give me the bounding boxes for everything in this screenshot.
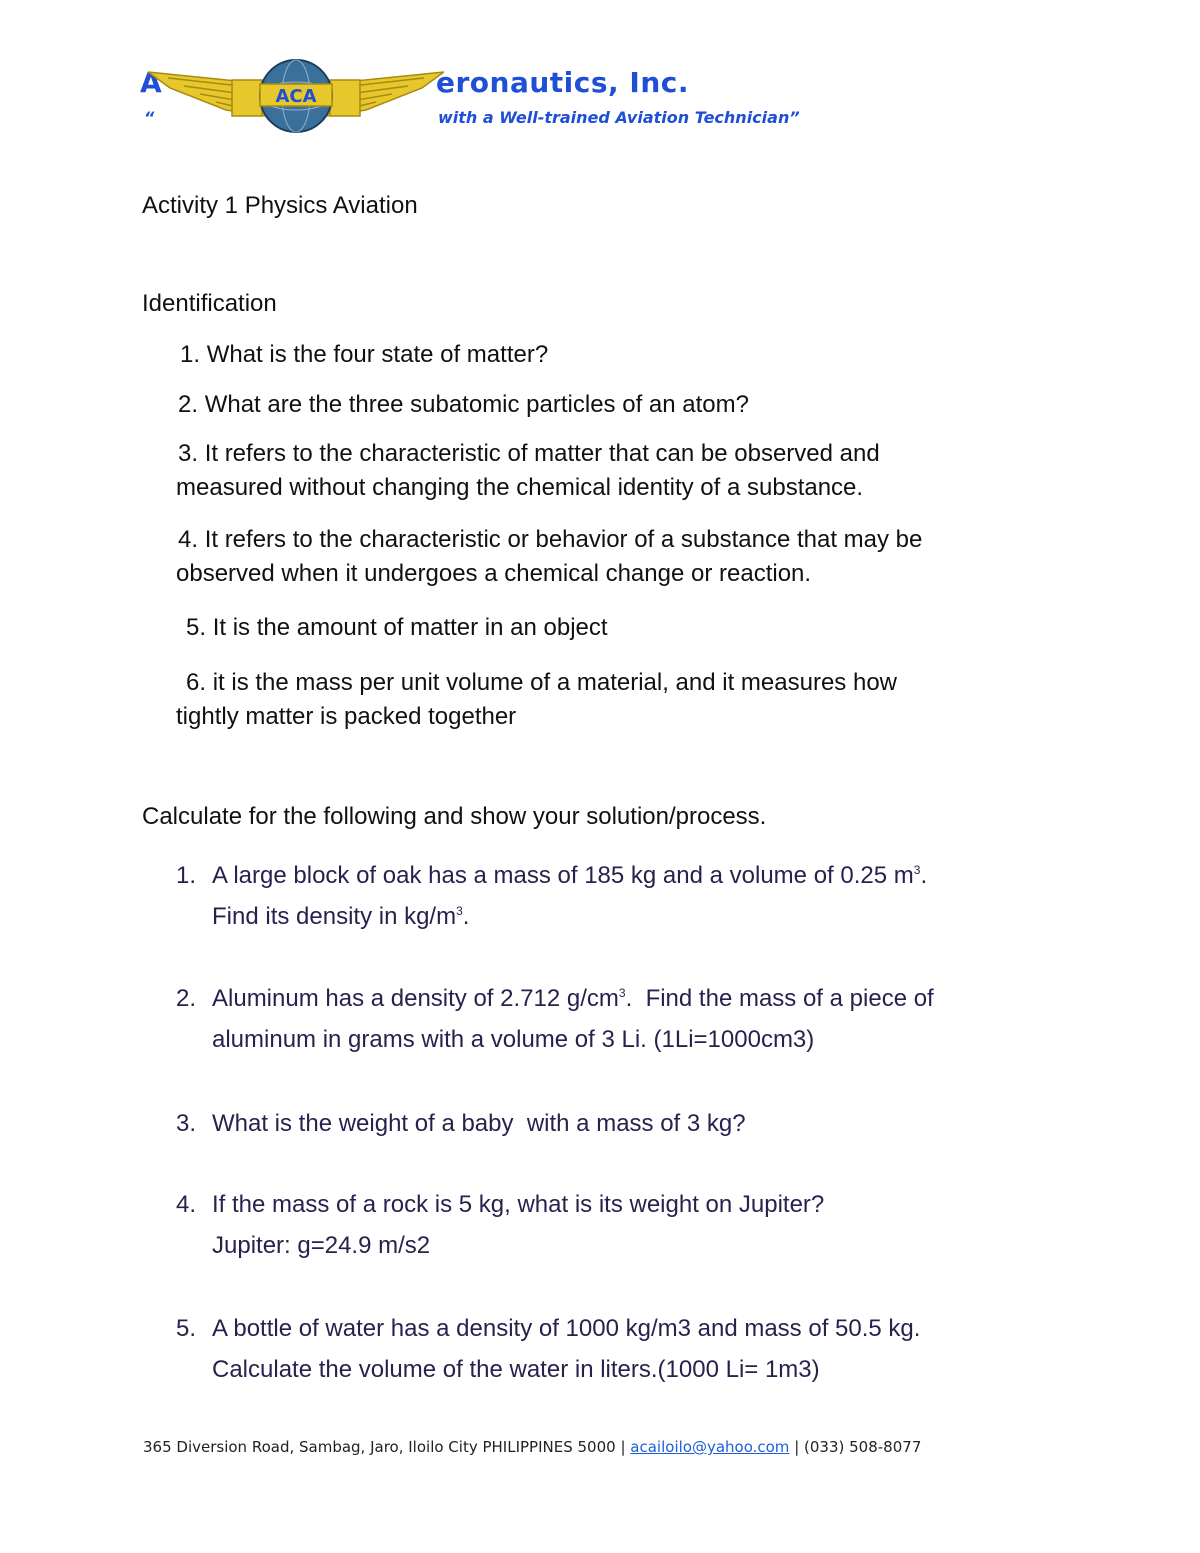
identification-item-6-cont: tightly matter is packed together <box>176 703 517 730</box>
item-number: 4. <box>176 1191 197 1218</box>
company-tagline-text: with a Well-trained Aviation Technician” <box>438 108 800 127</box>
superscript: 3 <box>913 863 921 877</box>
item-number: 3. <box>178 440 199 467</box>
calc-item-2-line2: aluminum in grams with a volume of 3 Li. (1Li=1000cm3) <box>212 1026 815 1053</box>
company-tagline <box>144 108 800 127</box>
identification-item-3-cont: measured without changing the chemical identity of a substance. <box>176 474 864 501</box>
calc-item-4-line1: If the mass of a rock is 5 kg, what is its weight on Jupiter? <box>212 1191 825 1218</box>
calc-item-5 <box>176 1312 196 1346</box>
company-name-fragment: A <box>140 66 163 99</box>
identification-item-2 <box>178 388 749 422</box>
item-number: 1. <box>176 862 197 889</box>
calc-item-1-line1 <box>212 859 927 893</box>
aca-logo <box>148 58 444 134</box>
item-number: 4. <box>178 526 199 553</box>
identification-item-4-cont: observed when it undergoes a chemical change or reaction. <box>176 560 812 587</box>
identification-item-3 <box>178 437 880 471</box>
logo-text: ACA <box>275 86 317 107</box>
item-number: 2. <box>176 985 197 1012</box>
footer-email-link[interactable]: acailoilo@yahoo.com <box>630 1438 790 1456</box>
footer <box>143 1438 921 1456</box>
left-wing-icon <box>148 72 266 116</box>
calculate-heading: Calculate for the following and show your solution/process. <box>142 803 767 830</box>
calc-item-2-line1 <box>212 982 934 1016</box>
text-part: . Find the mass of a piece of <box>625 985 934 1012</box>
item-number: 5. <box>176 1315 197 1342</box>
calc-item-4-line2: Jupiter: g=24.9 m/s2 <box>212 1232 431 1259</box>
item-text: It refers to the characteristic or behavior of a substance that may be <box>204 526 923 553</box>
calc-item-5-line1: A bottle of water has a density of 1000 kg/m3 and mass of 50.5 kg. <box>212 1315 921 1342</box>
item-text: It refers to the characteristic of matter that can be observed and <box>204 440 880 467</box>
calc-item-3-line1: What is the weight of a baby with a mass of 3 kg? <box>212 1110 746 1137</box>
document-title: Activity 1 Physics Aviation <box>142 192 418 219</box>
footer-phone: | (033) 508-8077 <box>794 1438 922 1456</box>
item-number: 2. <box>178 391 199 418</box>
calc-item-5-line2: Calculate the volume of the water in liters.(1000 Li= 1m3) <box>212 1356 820 1383</box>
superscript: 3 <box>456 904 463 918</box>
footer-address: 365 Diversion Road, Sambag, Jaro, Iloilo City PHILIPPINES 5000 | <box>143 1438 626 1456</box>
item-text: It is the amount of matter in an object <box>212 614 608 641</box>
calc-item-2 <box>176 982 196 1016</box>
superscript: 3 <box>618 986 626 1000</box>
calc-item-1 <box>176 859 196 893</box>
item-number: 3. <box>176 1110 197 1137</box>
item-number: 1. <box>180 341 201 368</box>
text-part: Find its density in kg/m <box>212 903 457 930</box>
identification-item-1 <box>180 338 548 372</box>
company-name-text: eronautics, Inc. <box>436 66 690 99</box>
item-number: 5. <box>186 614 207 641</box>
item-number: 6. <box>186 669 207 696</box>
right-wing-icon <box>326 72 444 116</box>
item-text: What are the three subatomic particles of an atom? <box>204 391 749 418</box>
item-text: What is the four state of matter? <box>206 341 549 368</box>
identification-item-6 <box>186 666 897 700</box>
globe-icon <box>260 60 332 132</box>
identification-item-4 <box>178 523 922 557</box>
text-part: Aluminum has a density of 2.712 g/cm <box>212 985 619 1012</box>
text-part: . <box>462 903 470 930</box>
text-part: A large block of oak has a mass of 185 kg and a volume of 0.25 m <box>212 862 914 889</box>
company-tagline-fragment: “ <box>144 108 155 127</box>
identification-item-5 <box>186 611 608 645</box>
calc-item-3 <box>176 1107 196 1141</box>
calc-item-4 <box>176 1188 196 1222</box>
text-part: . <box>920 862 928 889</box>
item-text: it is the mass per unit volume of a material, and it measures how <box>212 669 897 696</box>
calc-item-1-line2 <box>212 900 469 934</box>
identification-heading: Identification <box>142 290 277 317</box>
